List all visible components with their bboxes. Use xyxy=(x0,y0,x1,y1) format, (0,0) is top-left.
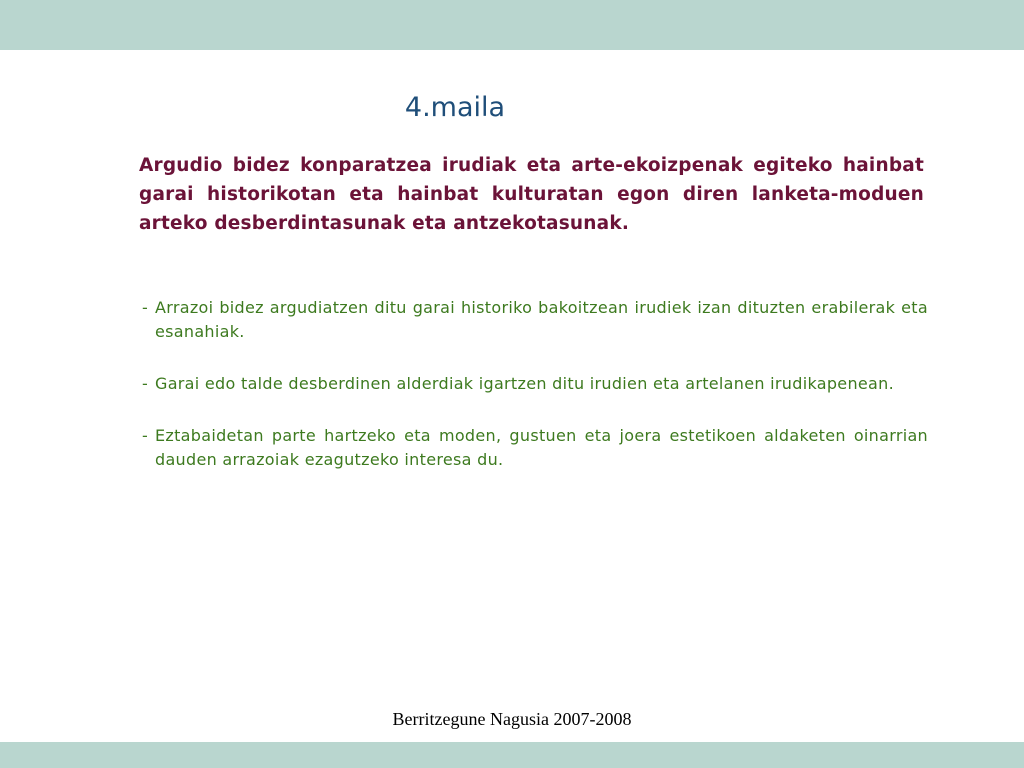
bullet-list xyxy=(142,296,928,500)
bullet-dash: - xyxy=(142,426,149,445)
bullet-item xyxy=(142,296,928,344)
intro-paragraph: Argudio bidez konparatzea irudiak eta arte-ekoizpenak egiteko hainbat garai historikotan eta hainbat kulturatan egon diren lanketa-moduen arteko desberdintasunak eta antzekotasunak. xyxy=(139,155,924,234)
bullet-item xyxy=(142,424,928,472)
bullet-dash: - xyxy=(142,298,149,317)
bullet-dash: - xyxy=(142,374,149,393)
top-decorative-band xyxy=(0,0,1024,50)
footer-caption: Berritzegune Nagusia 2007-2008 xyxy=(392,709,632,729)
bullet-text: Arrazoi bidez argudiatzen ditu garai historiko bakoitzean irudiek izan dituzten erabilerak eta esanahiak. xyxy=(155,298,928,341)
bullet-text: Garai edo talde desberdinen alderdiak igartzen ditu irudien eta artelanen irudikapenean. xyxy=(155,374,894,393)
bullet-item xyxy=(142,372,928,396)
slide-title: 4.maila xyxy=(404,92,506,123)
bullet-text: Eztabaidetan parte hartzeko eta moden, gustuen eta joera estetikoen aldaketen oinarrian dauden arrazoiak ezagutzeko interesa du. xyxy=(155,426,928,469)
bottom-decorative-band xyxy=(0,742,1024,768)
